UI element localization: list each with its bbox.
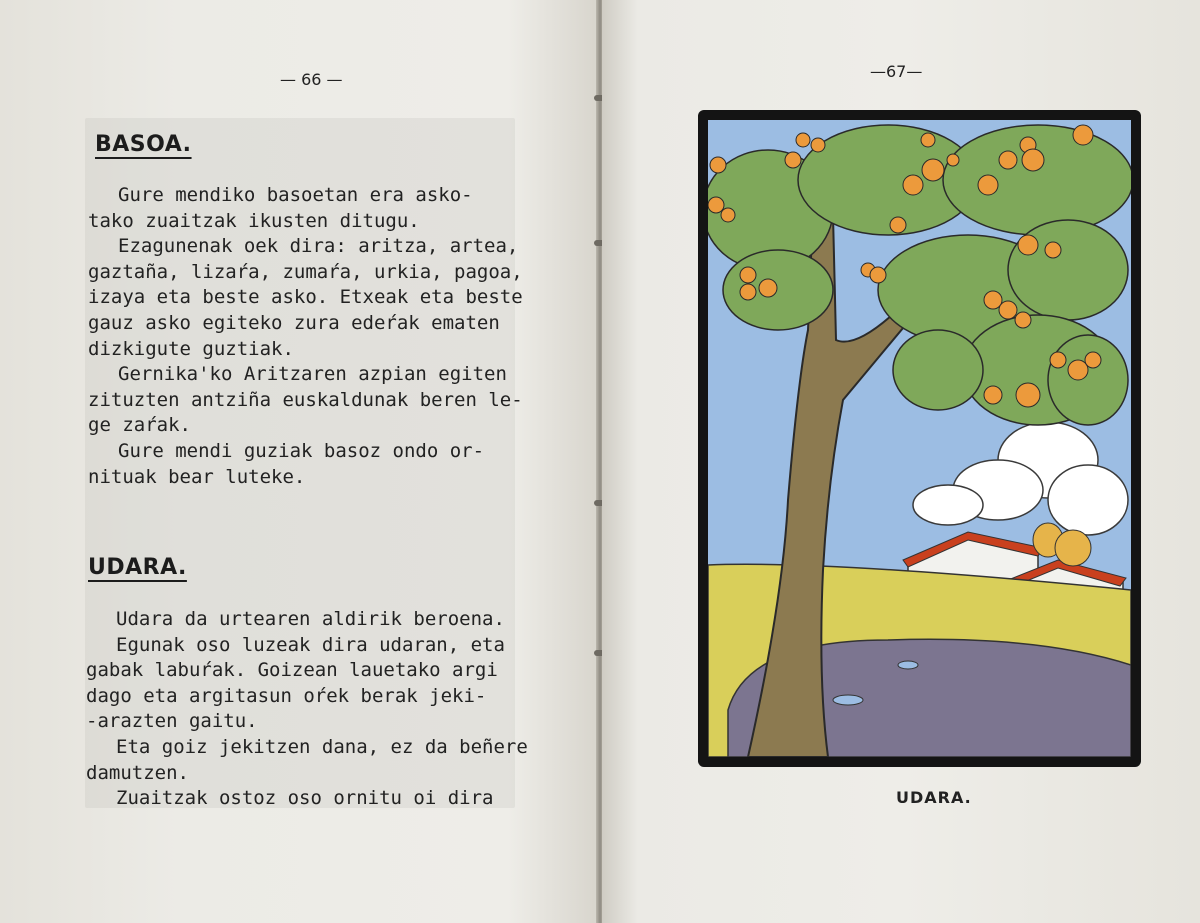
text-line: zituzten antziña euskaldunak beren le- xyxy=(88,388,523,411)
basoa-paragraphs xyxy=(88,183,523,490)
text-line: Zuaitzak ostoz oso ornitu oi dira xyxy=(116,787,494,810)
heading-basoa: BASOA. xyxy=(95,132,192,157)
page-number-66: — 66 — xyxy=(280,70,343,89)
heading-udara: UDARA. xyxy=(88,555,187,580)
text-line: Gernika'ko Aritzaren azpian egiten xyxy=(118,363,507,386)
text-line: dago eta argitasun oŕek berak jeki- xyxy=(86,684,487,707)
text-line: Egunak oso luzeak dira udaran, eta xyxy=(116,633,505,656)
text-line: nituak bear luteke. xyxy=(88,465,306,488)
page-number-67: —67— xyxy=(870,62,923,81)
text-line: Gure mendi guziak basoz ondo or- xyxy=(118,439,485,462)
text-line: dizkigute guztiak. xyxy=(88,337,294,360)
tree-illustration xyxy=(698,110,1141,767)
text-line: damutzen. xyxy=(86,761,189,784)
text-line: -arazten gaitu. xyxy=(86,710,258,733)
text-line: Gure mendiko basoetan era asko- xyxy=(118,184,473,206)
illustration-caption: UDARA. xyxy=(896,788,972,807)
summer-scene xyxy=(708,120,1131,757)
text-line: gabak labuŕak. Goizean lauetako argi xyxy=(86,659,498,682)
udara-paragraphs xyxy=(86,607,528,812)
text-line: Eta goiz jekitzen dana, ez da beñere xyxy=(116,735,528,758)
text-line: gauz asko egiteko zura edeŕak ematen xyxy=(88,311,500,334)
left-page xyxy=(0,0,598,923)
text-line: izaya eta beste asko. Etxeak eta beste xyxy=(88,286,523,309)
text-line: ge zaŕak. xyxy=(88,414,191,437)
text-line: gaztaña, lizaŕa, zumaŕa, urkia, pagoa, xyxy=(88,260,523,283)
text-line: Udara da urtearen aldirik beroena. xyxy=(116,608,505,630)
text-line: Ezagunenak oek dira: aritza, artea, xyxy=(118,235,519,258)
text-line: tako zuaitzak ikusten ditugu. xyxy=(88,209,420,232)
